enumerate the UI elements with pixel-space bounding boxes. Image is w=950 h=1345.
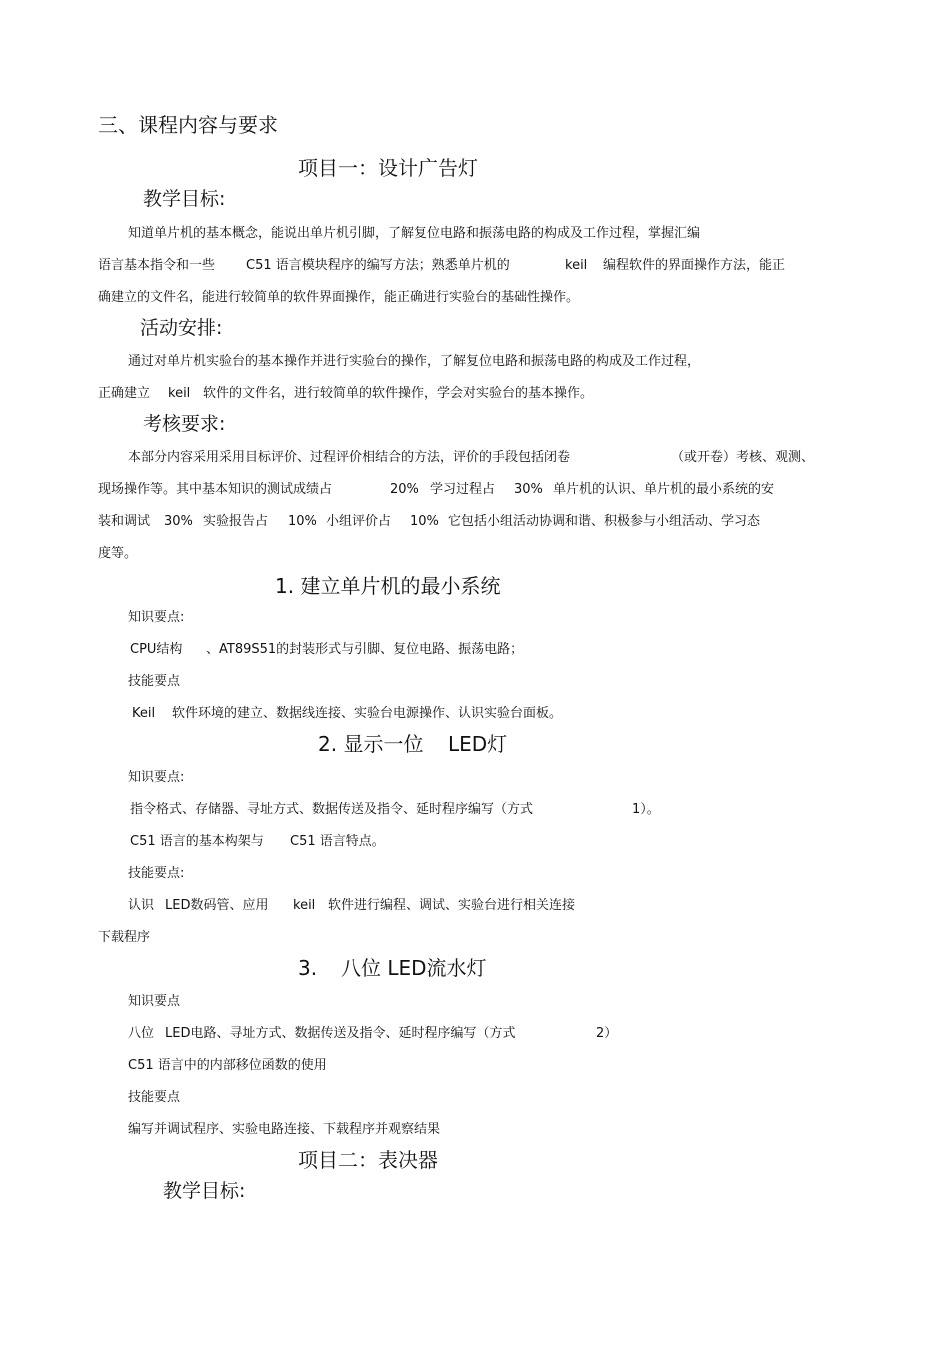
text-run: LED电路、寻址方式、数据传送及指令、延时程序编写（方式 (165, 1026, 516, 1041)
percent-value: 10% (410, 514, 439, 529)
topic3-title (298, 958, 518, 982)
text-run: 、AT89S51的封装形式与引脚、复位电路、振荡电路； (206, 642, 524, 657)
text-run: 度等。 (98, 546, 138, 561)
objectives-line-1 (128, 227, 700, 240)
project1-objectives-heading: 教学目标: (143, 188, 226, 210)
topic1-title: 1. 建立单片机的最小系统 (275, 574, 501, 598)
topic2-title (318, 734, 538, 758)
topic3-skill-label: 技能要点 (128, 1090, 181, 1105)
text-run: 指令格式、存储器、寻址方式、数据传送及指令、延时程序编写（方式 (130, 802, 534, 817)
project2-objectives-heading: 教学目标: (163, 1180, 246, 1202)
topic3-knowledge-line-1 (128, 1027, 628, 1043)
text-run: 语言基本指令和一些 (98, 258, 216, 273)
text-run: 通过对单片机实验台的基本操作并进行实验台的操作，了解复位电路和振荡电路的构成及工作过程， (128, 354, 701, 369)
topic2-skill-label: 技能要点: (128, 866, 185, 881)
topic2-skill-line-1 (128, 899, 608, 915)
section-title: 三、课程内容与要求 (98, 113, 278, 137)
text-run: 1）。 (632, 802, 660, 817)
project1-title: 项目一：设计广告灯 (298, 156, 478, 180)
topic1-skill-label: 技能要点 (128, 674, 181, 689)
text-run: 认识 (128, 898, 155, 913)
topic1-knowledge-line (130, 643, 550, 659)
text-run: 正确建立 (98, 386, 151, 401)
text-run: C51 语言特点。 (290, 834, 385, 849)
topic2-knowledge-line-2 (130, 835, 430, 851)
keil-term: keil (293, 898, 316, 913)
text-run: 2. 显示一位 (318, 732, 424, 756)
text-run: C51 语言模块程序的编写方法；熟悉单片机的 (246, 258, 510, 273)
topic2-knowledge-label: 知识要点: (128, 770, 185, 785)
percent-value: 20% (390, 482, 419, 497)
topic3-knowledge-label: 知识要点 (128, 994, 181, 1009)
keil-term: keil (565, 258, 588, 273)
objectives-line-2 (98, 259, 858, 275)
percent-value: 10% (288, 514, 317, 529)
text-run: 单片机的认识、单片机的最小系统的安 (553, 482, 775, 497)
text-run: 3. (298, 956, 318, 980)
text-run: 软件的文件名，进行较简单的软件操作，学会对实验台的基本操作。 (203, 386, 594, 401)
text-run: 现场操作等。其中基本知识的测试成绩占 (98, 482, 333, 497)
text-run: 八位 LED流水灯 (341, 956, 487, 980)
text-run: 编程软件的界面操作方法，能正 (603, 258, 786, 273)
project1-activity-heading: 活动安排: (140, 317, 223, 339)
objectives-line-3 (98, 291, 579, 304)
keil-term: keil (168, 386, 191, 401)
topic3-knowledge-line-2: C51 语言中的内部移位函数的使用 (128, 1058, 327, 1073)
text-run: 八位 (128, 1026, 155, 1041)
topic2-skill-line-2: 下载程序 (98, 930, 151, 945)
text-run: 本部分内容采用采用目标评价、过程评价相结合的方法，评价的手段包括闭卷 (128, 450, 571, 465)
assessment-line-2 (98, 483, 858, 499)
text-run: 2） (596, 1026, 618, 1041)
topic1-knowledge-label: 知识要点: (128, 610, 185, 625)
text-run: C51 语言的基本构架与 (130, 834, 264, 849)
text-run: 软件进行编程、调试、实验台进行相关连接 (328, 898, 576, 913)
project1-assessment-heading: 考核要求: (143, 413, 226, 435)
assessment-line-1 (128, 451, 848, 467)
text-run: LED数码管、应用 (165, 898, 269, 913)
activity-line-2 (98, 387, 718, 403)
topic2-knowledge-line-1 (130, 803, 690, 819)
topic1-skill-line (132, 707, 612, 723)
percent-value: 30% (164, 514, 193, 529)
text-run: 确建立的文件名，能进行较简单的软件界面操作，能正确进行实验台的基础性操作。 (98, 290, 580, 305)
assessment-line-4 (98, 547, 137, 560)
text-run: 实验报告占 (203, 514, 269, 529)
text-run: （或开卷）考核、观测、 (671, 450, 815, 465)
assessment-line-3 (98, 515, 858, 531)
activity-line-1 (128, 355, 700, 368)
text-run: 软件环境的建立、数据线连接、实验台电源操作、认识实验台面板。 (172, 706, 563, 721)
text-run: 小组评价占 (326, 514, 392, 529)
keil-term: Keil (132, 706, 156, 721)
text-run: 学习过程占 (430, 482, 496, 497)
text-run: 知道单片机的基本概念，能说出单片机引脚，了解复位电路和振荡电路的构成及工作过程，掌握汇编 (128, 226, 701, 241)
text-run: LED灯 (448, 732, 508, 756)
topic3-skill-line: 编写并调试程序、实验电路连接、下载程序并观察结果 (128, 1122, 441, 1137)
text-run: 装和调试 (98, 514, 151, 529)
text-run: 它包括小组活动协调和谐、积极参与小组活动、学习态 (448, 514, 761, 529)
text-run: CPU结构 (130, 642, 183, 657)
percent-value: 30% (514, 482, 543, 497)
project2-title: 项目二：表决器 (298, 1148, 438, 1172)
